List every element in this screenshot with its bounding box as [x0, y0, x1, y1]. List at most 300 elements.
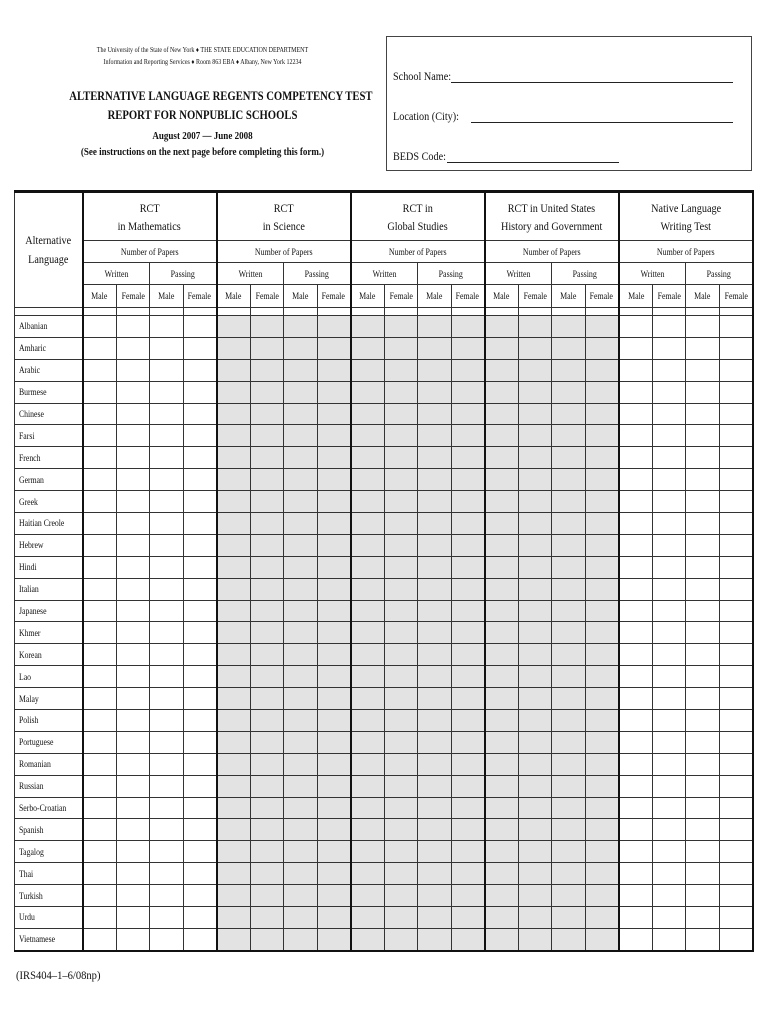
entry-cell[interactable] [719, 688, 753, 710]
entry-cell[interactable] [183, 775, 217, 797]
entry-cell[interactable] [585, 731, 619, 753]
entry-cell[interactable] [284, 337, 318, 359]
entry-cell[interactable] [485, 425, 519, 447]
entry-cell[interactable] [485, 863, 519, 885]
entry-cell[interactable] [317, 337, 351, 359]
entry-cell[interactable] [451, 403, 485, 425]
entry-cell[interactable] [217, 403, 251, 425]
entry-cell[interactable] [284, 622, 318, 644]
entry-cell[interactable] [317, 469, 351, 491]
entry-cell[interactable] [485, 359, 519, 381]
entry-cell[interactable] [384, 666, 418, 688]
entry-cell[interactable] [351, 841, 385, 863]
entry-cell[interactable] [150, 731, 184, 753]
entry-cell[interactable] [719, 819, 753, 841]
entry-cell[interactable] [719, 513, 753, 535]
entry-cell[interactable] [451, 316, 485, 338]
entry-cell[interactable] [552, 863, 586, 885]
entry-cell[interactable] [116, 644, 150, 666]
entry-cell[interactable] [652, 403, 686, 425]
entry-cell[interactable] [652, 425, 686, 447]
entry-cell[interactable] [418, 469, 452, 491]
entry-cell[interactable] [83, 863, 117, 885]
entry-cell[interactable] [217, 425, 251, 447]
entry-cell[interactable] [116, 797, 150, 819]
entry-cell[interactable] [250, 534, 284, 556]
school-name-field[interactable] [451, 82, 733, 83]
entry-cell[interactable] [418, 425, 452, 447]
entry-cell[interactable] [150, 622, 184, 644]
entry-cell[interactable] [518, 775, 552, 797]
entry-cell[interactable] [317, 425, 351, 447]
entry-cell[interactable] [351, 688, 385, 710]
entry-cell[interactable] [418, 491, 452, 513]
entry-cell[interactable] [150, 797, 184, 819]
entry-cell[interactable] [552, 556, 586, 578]
entry-cell[interactable] [183, 863, 217, 885]
entry-cell[interactable] [116, 710, 150, 732]
entry-cell[interactable] [686, 907, 720, 929]
entry-cell[interactable] [116, 578, 150, 600]
entry-cell[interactable] [619, 928, 653, 950]
entry-cell[interactable] [250, 688, 284, 710]
entry-cell[interactable] [83, 753, 117, 775]
entry-cell[interactable] [451, 447, 485, 469]
entry-cell[interactable] [719, 403, 753, 425]
entry-cell[interactable] [585, 337, 619, 359]
entry-cell[interactable] [83, 316, 117, 338]
entry-cell[interactable] [183, 731, 217, 753]
entry-cell[interactable] [686, 688, 720, 710]
entry-cell[interactable] [686, 359, 720, 381]
entry-cell[interactable] [116, 447, 150, 469]
entry-cell[interactable] [116, 688, 150, 710]
entry-cell[interactable] [116, 556, 150, 578]
entry-cell[interactable] [518, 556, 552, 578]
entry-cell[interactable] [518, 513, 552, 535]
entry-cell[interactable] [317, 775, 351, 797]
entry-cell[interactable] [518, 731, 552, 753]
entry-cell[interactable] [150, 863, 184, 885]
entry-cell[interactable] [150, 403, 184, 425]
entry-cell[interactable] [418, 337, 452, 359]
entry-cell[interactable] [250, 491, 284, 513]
entry-cell[interactable] [686, 731, 720, 753]
entry-cell[interactable] [719, 731, 753, 753]
entry-cell[interactable] [183, 622, 217, 644]
entry-cell[interactable] [619, 753, 653, 775]
entry-cell[interactable] [317, 731, 351, 753]
entry-cell[interactable] [183, 447, 217, 469]
entry-cell[interactable] [652, 775, 686, 797]
entry-cell[interactable] [652, 928, 686, 950]
entry-cell[interactable] [719, 556, 753, 578]
entry-cell[interactable] [418, 578, 452, 600]
entry-cell[interactable] [652, 469, 686, 491]
entry-cell[interactable] [686, 403, 720, 425]
entry-cell[interactable] [451, 337, 485, 359]
entry-cell[interactable] [686, 775, 720, 797]
entry-cell[interactable] [150, 688, 184, 710]
entry-cell[interactable] [217, 381, 251, 403]
entry-cell[interactable] [150, 775, 184, 797]
entry-cell[interactable] [719, 534, 753, 556]
entry-cell[interactable] [83, 775, 117, 797]
entry-cell[interactable] [284, 491, 318, 513]
entry-cell[interactable] [619, 600, 653, 622]
entry-cell[interactable] [317, 447, 351, 469]
entry-cell[interactable] [384, 841, 418, 863]
entry-cell[interactable] [485, 731, 519, 753]
entry-cell[interactable] [485, 534, 519, 556]
entry-cell[interactable] [518, 491, 552, 513]
entry-cell[interactable] [518, 710, 552, 732]
entry-cell[interactable] [183, 666, 217, 688]
entry-cell[interactable] [686, 819, 720, 841]
entry-cell[interactable] [384, 578, 418, 600]
entry-cell[interactable] [619, 556, 653, 578]
entry-cell[interactable] [451, 556, 485, 578]
entry-cell[interactable] [585, 819, 619, 841]
entry-cell[interactable] [83, 928, 117, 950]
entry-cell[interactable] [418, 885, 452, 907]
entry-cell[interactable] [183, 928, 217, 950]
entry-cell[interactable] [150, 425, 184, 447]
entry-cell[interactable] [719, 928, 753, 950]
entry-cell[interactable] [585, 688, 619, 710]
entry-cell[interactable] [83, 337, 117, 359]
entry-cell[interactable] [83, 731, 117, 753]
entry-cell[interactable] [384, 403, 418, 425]
entry-cell[interactable] [418, 403, 452, 425]
entry-cell[interactable] [686, 491, 720, 513]
entry-cell[interactable] [217, 688, 251, 710]
entry-cell[interactable] [686, 863, 720, 885]
entry-cell[interactable] [217, 359, 251, 381]
entry-cell[interactable] [83, 425, 117, 447]
entry-cell[interactable] [418, 928, 452, 950]
entry-cell[interactable] [250, 885, 284, 907]
entry-cell[interactable] [485, 841, 519, 863]
entry-cell[interactable] [83, 710, 117, 732]
entry-cell[interactable] [183, 534, 217, 556]
entry-cell[interactable] [217, 666, 251, 688]
entry-cell[interactable] [183, 556, 217, 578]
entry-cell[interactable] [585, 578, 619, 600]
entry-cell[interactable] [150, 316, 184, 338]
entry-cell[interactable] [552, 841, 586, 863]
entry-cell[interactable] [652, 819, 686, 841]
entry-cell[interactable] [719, 381, 753, 403]
entry-cell[interactable] [384, 819, 418, 841]
entry-cell[interactable] [351, 447, 385, 469]
entry-cell[interactable] [451, 731, 485, 753]
entry-cell[interactable] [652, 644, 686, 666]
entry-cell[interactable] [619, 863, 653, 885]
entry-cell[interactable] [418, 622, 452, 644]
entry-cell[interactable] [652, 359, 686, 381]
entry-cell[interactable] [652, 447, 686, 469]
entry-cell[interactable] [451, 491, 485, 513]
entry-cell[interactable] [418, 775, 452, 797]
entry-cell[interactable] [116, 513, 150, 535]
entry-cell[interactable] [719, 710, 753, 732]
entry-cell[interactable] [518, 534, 552, 556]
entry-cell[interactable] [183, 337, 217, 359]
entry-cell[interactable] [250, 797, 284, 819]
entry-cell[interactable] [585, 622, 619, 644]
entry-cell[interactable] [686, 556, 720, 578]
entry-cell[interactable] [317, 381, 351, 403]
entry-cell[interactable] [150, 644, 184, 666]
entry-cell[interactable] [451, 622, 485, 644]
entry-cell[interactable] [418, 907, 452, 929]
entry-cell[interactable] [183, 316, 217, 338]
entry-cell[interactable] [719, 316, 753, 338]
entry-cell[interactable] [418, 819, 452, 841]
entry-cell[interactable] [619, 534, 653, 556]
entry-cell[interactable] [217, 469, 251, 491]
beds-code-field[interactable] [447, 162, 619, 163]
entry-cell[interactable] [116, 381, 150, 403]
entry-cell[interactable] [116, 534, 150, 556]
entry-cell[interactable] [418, 534, 452, 556]
entry-cell[interactable] [652, 753, 686, 775]
entry-cell[interactable] [451, 841, 485, 863]
entry-cell[interactable] [719, 491, 753, 513]
entry-cell[interactable] [719, 775, 753, 797]
entry-cell[interactable] [183, 491, 217, 513]
entry-cell[interactable] [83, 381, 117, 403]
entry-cell[interactable] [284, 316, 318, 338]
entry-cell[interactable] [518, 885, 552, 907]
entry-cell[interactable] [384, 447, 418, 469]
entry-cell[interactable] [719, 359, 753, 381]
entry-cell[interactable] [719, 622, 753, 644]
entry-cell[interactable] [351, 907, 385, 929]
entry-cell[interactable] [317, 556, 351, 578]
entry-cell[interactable] [686, 578, 720, 600]
location-field[interactable] [471, 122, 733, 123]
entry-cell[interactable] [250, 600, 284, 622]
entry-cell[interactable] [83, 644, 117, 666]
entry-cell[interactable] [284, 753, 318, 775]
entry-cell[interactable] [250, 731, 284, 753]
entry-cell[interactable] [317, 534, 351, 556]
entry-cell[interactable] [485, 403, 519, 425]
entry-cell[interactable] [217, 819, 251, 841]
entry-cell[interactable] [351, 359, 385, 381]
entry-cell[interactable] [284, 885, 318, 907]
entry-cell[interactable] [451, 359, 485, 381]
entry-cell[interactable] [619, 797, 653, 819]
entry-cell[interactable] [116, 491, 150, 513]
entry-cell[interactable] [317, 885, 351, 907]
entry-cell[interactable] [250, 753, 284, 775]
entry-cell[interactable] [83, 513, 117, 535]
entry-cell[interactable] [83, 622, 117, 644]
entry-cell[interactable] [351, 469, 385, 491]
entry-cell[interactable] [217, 534, 251, 556]
entry-cell[interactable] [284, 688, 318, 710]
entry-cell[interactable] [284, 403, 318, 425]
entry-cell[interactable] [83, 885, 117, 907]
entry-cell[interactable] [485, 819, 519, 841]
entry-cell[interactable] [585, 513, 619, 535]
entry-cell[interactable] [116, 907, 150, 929]
entry-cell[interactable] [217, 797, 251, 819]
entry-cell[interactable] [183, 403, 217, 425]
entry-cell[interactable] [619, 578, 653, 600]
entry-cell[interactable] [83, 841, 117, 863]
entry-cell[interactable] [116, 359, 150, 381]
entry-cell[interactable] [686, 447, 720, 469]
entry-cell[interactable] [384, 513, 418, 535]
entry-cell[interactable] [217, 337, 251, 359]
entry-cell[interactable] [719, 578, 753, 600]
entry-cell[interactable] [451, 578, 485, 600]
entry-cell[interactable] [619, 513, 653, 535]
entry-cell[interactable] [518, 928, 552, 950]
entry-cell[interactable] [384, 316, 418, 338]
entry-cell[interactable] [317, 863, 351, 885]
entry-cell[interactable] [351, 775, 385, 797]
entry-cell[interactable] [150, 928, 184, 950]
entry-cell[interactable] [150, 469, 184, 491]
entry-cell[interactable] [686, 797, 720, 819]
entry-cell[interactable] [585, 425, 619, 447]
entry-cell[interactable] [552, 359, 586, 381]
entry-cell[interactable] [384, 425, 418, 447]
entry-cell[interactable] [83, 797, 117, 819]
entry-cell[interactable] [116, 403, 150, 425]
entry-cell[interactable] [652, 513, 686, 535]
entry-cell[interactable] [83, 359, 117, 381]
entry-cell[interactable] [384, 359, 418, 381]
entry-cell[interactable] [250, 841, 284, 863]
entry-cell[interactable] [116, 731, 150, 753]
entry-cell[interactable] [284, 447, 318, 469]
entry-cell[interactable] [719, 907, 753, 929]
entry-cell[interactable] [83, 469, 117, 491]
entry-cell[interactable] [284, 425, 318, 447]
entry-cell[interactable] [250, 316, 284, 338]
entry-cell[interactable] [719, 753, 753, 775]
entry-cell[interactable] [518, 316, 552, 338]
entry-cell[interactable] [652, 534, 686, 556]
entry-cell[interactable] [719, 885, 753, 907]
entry-cell[interactable] [183, 819, 217, 841]
entry-cell[interactable] [652, 666, 686, 688]
entry-cell[interactable] [552, 469, 586, 491]
entry-cell[interactable] [686, 513, 720, 535]
entry-cell[interactable] [719, 600, 753, 622]
entry-cell[interactable] [183, 907, 217, 929]
entry-cell[interactable] [250, 928, 284, 950]
entry-cell[interactable] [585, 885, 619, 907]
entry-cell[interactable] [217, 447, 251, 469]
entry-cell[interactable] [418, 556, 452, 578]
entry-cell[interactable] [284, 863, 318, 885]
entry-cell[interactable] [250, 425, 284, 447]
entry-cell[interactable] [150, 513, 184, 535]
entry-cell[interactable] [518, 841, 552, 863]
entry-cell[interactable] [552, 885, 586, 907]
entry-cell[interactable] [317, 710, 351, 732]
entry-cell[interactable] [719, 337, 753, 359]
entry-cell[interactable] [686, 425, 720, 447]
entry-cell[interactable] [686, 534, 720, 556]
entry-cell[interactable] [116, 600, 150, 622]
entry-cell[interactable] [552, 819, 586, 841]
entry-cell[interactable] [451, 425, 485, 447]
entry-cell[interactable] [351, 710, 385, 732]
entry-cell[interactable] [619, 710, 653, 732]
entry-cell[interactable] [719, 841, 753, 863]
entry-cell[interactable] [351, 666, 385, 688]
entry-cell[interactable] [384, 556, 418, 578]
entry-cell[interactable] [451, 513, 485, 535]
entry-cell[interactable] [351, 425, 385, 447]
entry-cell[interactable] [284, 731, 318, 753]
entry-cell[interactable] [451, 534, 485, 556]
entry-cell[interactable] [116, 425, 150, 447]
entry-cell[interactable] [250, 907, 284, 929]
entry-cell[interactable] [686, 753, 720, 775]
entry-cell[interactable] [485, 928, 519, 950]
entry-cell[interactable] [250, 403, 284, 425]
entry-cell[interactable] [384, 753, 418, 775]
entry-cell[interactable] [83, 578, 117, 600]
entry-cell[interactable] [518, 907, 552, 929]
entry-cell[interactable] [518, 797, 552, 819]
entry-cell[interactable] [585, 797, 619, 819]
entry-cell[interactable] [384, 907, 418, 929]
entry-cell[interactable] [250, 644, 284, 666]
entry-cell[interactable] [485, 600, 519, 622]
entry-cell[interactable] [351, 622, 385, 644]
entry-cell[interactable] [451, 469, 485, 491]
entry-cell[interactable] [351, 534, 385, 556]
entry-cell[interactable] [384, 644, 418, 666]
entry-cell[interactable] [150, 578, 184, 600]
entry-cell[interactable] [384, 469, 418, 491]
entry-cell[interactable] [384, 688, 418, 710]
entry-cell[interactable] [485, 688, 519, 710]
entry-cell[interactable] [384, 863, 418, 885]
entry-cell[interactable] [351, 600, 385, 622]
entry-cell[interactable] [652, 600, 686, 622]
entry-cell[interactable] [485, 644, 519, 666]
entry-cell[interactable] [217, 753, 251, 775]
entry-cell[interactable] [485, 710, 519, 732]
entry-cell[interactable] [284, 600, 318, 622]
entry-cell[interactable] [686, 644, 720, 666]
entry-cell[interactable] [552, 425, 586, 447]
entry-cell[interactable] [183, 885, 217, 907]
entry-cell[interactable] [317, 600, 351, 622]
entry-cell[interactable] [351, 513, 385, 535]
entry-cell[interactable] [619, 359, 653, 381]
entry-cell[interactable] [317, 753, 351, 775]
entry-cell[interactable] [83, 534, 117, 556]
entry-cell[interactable] [485, 469, 519, 491]
entry-cell[interactable] [284, 534, 318, 556]
entry-cell[interactable] [418, 513, 452, 535]
entry-cell[interactable] [518, 381, 552, 403]
entry-cell[interactable] [284, 381, 318, 403]
entry-cell[interactable] [485, 513, 519, 535]
